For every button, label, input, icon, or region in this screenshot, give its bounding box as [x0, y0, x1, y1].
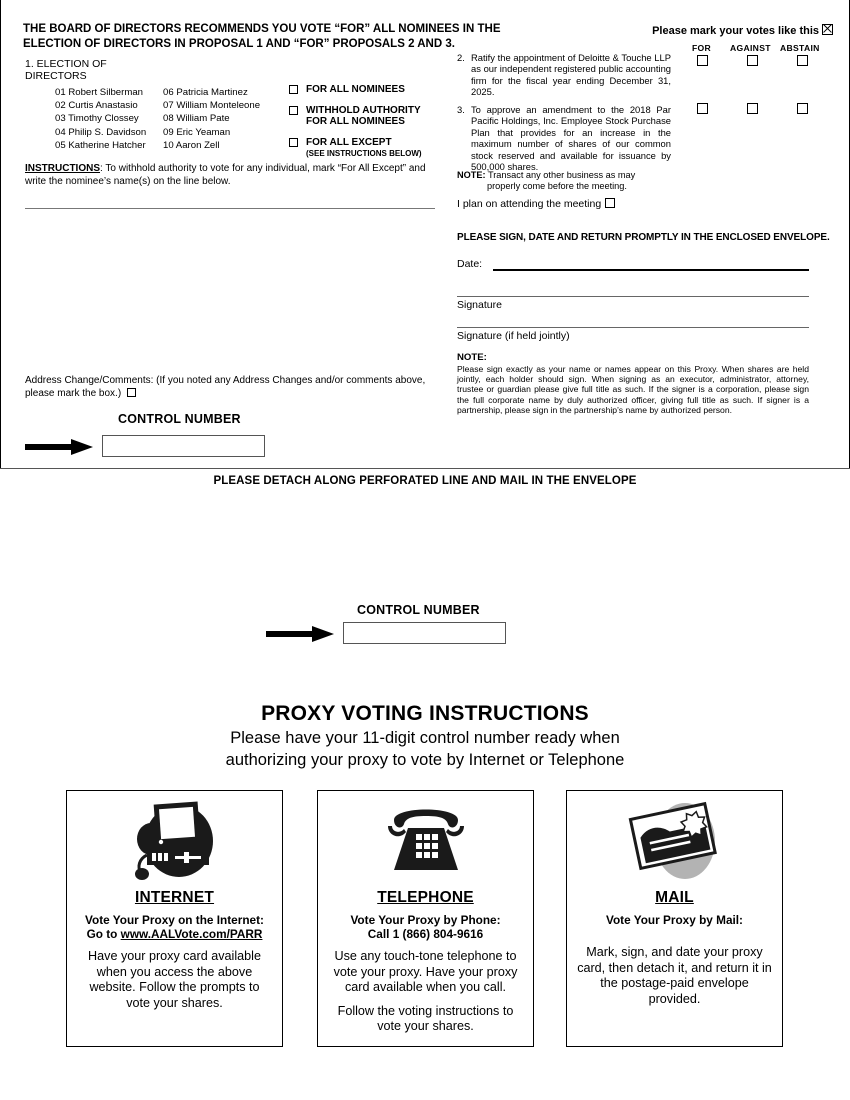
checkbox-proposal-3-for[interactable] — [697, 103, 708, 114]
mail-envelope-icon — [567, 791, 782, 889]
proposal-1-heading-line2: DIRECTORS — [25, 70, 87, 82]
nominee-item: 03 Timothy Clossey — [55, 113, 139, 125]
voting-method-internet — [66, 790, 283, 1047]
telephone-icon — [318, 791, 533, 889]
signature-joint-label: Signature (if held jointly) — [457, 330, 570, 342]
sign-date-return-heading: PLEASE SIGN, DATE AND RETURN PROMPTLY IN THE ENCLOSED ENVELOPE. — [457, 232, 830, 243]
note-transact-label: NOTE: — [457, 170, 486, 180]
spacer — [567, 935, 782, 945]
address-change-row[interactable] — [25, 374, 445, 400]
voting-method-boxes — [0, 790, 850, 1050]
checkbox-for-all-nominees[interactable] — [289, 85, 298, 94]
computer-icon — [67, 791, 282, 889]
attending-meeting-row[interactable] — [457, 197, 615, 210]
note-transact-line2: properly come before the meeting. — [487, 180, 627, 191]
mark-votes-note — [652, 23, 833, 37]
voting-method-mail-title: MAIL — [655, 889, 694, 906]
nominee-list — [55, 86, 275, 152]
voting-method-telephone-number: Call 1 (866) 804-9616 — [367, 927, 484, 941]
nominee-item: 08 William Pate — [163, 113, 230, 125]
nominee-item: 01 Robert Silberman — [55, 87, 143, 98]
board-recommendation — [23, 22, 523, 52]
checkbox-proposal-2-for[interactable] — [697, 55, 708, 66]
perforation-line — [0, 468, 850, 469]
proposal-1-heading-line1: 1. ELECTION OF — [25, 58, 107, 70]
proposal-3 — [457, 104, 671, 173]
control-number-label-bottom: CONTROL NUMBER — [357, 603, 480, 617]
arrow-right-icon — [266, 624, 336, 644]
board-recommendation-line1: THE BOARD OF DIRECTORS RECOMMENDS YOU VOTE “FOR” ALL NOMINEES IN THE — [23, 23, 501, 35]
control-number-field-top[interactable] — [102, 435, 265, 457]
signature-label: Signature — [457, 299, 502, 311]
voting-method-telephone-bold-line1: Vote Your Proxy by Phone: — [350, 913, 501, 927]
checkbox-proposal-3-abstain[interactable] — [797, 103, 808, 114]
checkbox-withhold-authority[interactable] — [289, 106, 298, 115]
proposal-3-number: 3. — [457, 104, 465, 115]
detach-instruction: PLEASE DETACH ALONG PERFORATED LINE AND MAIL IN THE ENVELOPE — [213, 475, 637, 487]
proxy-voting-instructions-title: PROXY VOTING INSTRUCTIONS — [261, 702, 589, 725]
voting-method-internet-title: INTERNET — [134, 889, 215, 906]
voting-method-internet-bold-line1: Vote Your Proxy on the Internet: — [85, 913, 264, 927]
proxy-voting-subtitle-line1: Please have your 11-digit control number ready when — [230, 729, 620, 747]
voting-method-mail-bold-line1: Vote Your Proxy by Mail: — [605, 913, 743, 927]
proposal-2-text: Ratify the appointment of Deloitte & Touche LLP as our independent registered public accounting firm for the fiscal year ending December 31, 2025. — [471, 52, 671, 98]
choice-for-all-except-sublabel: (SEE INSTRUCTIONS BELOW) — [306, 149, 422, 158]
vote-header-against: AGAINST — [730, 43, 771, 53]
proposal-1-choices — [289, 84, 439, 169]
choice-withhold-authority-label2: FOR ALL NOMINEES — [306, 116, 405, 127]
withhold-instructions-label: INSTRUCTIONS — [25, 163, 100, 174]
choice-for-all-nominees-label: FOR ALL NOMINEES — [306, 84, 405, 95]
signature-note-heading: NOTE: — [457, 352, 487, 363]
proposal-2 — [457, 52, 671, 98]
choice-for-all-except[interactable] — [289, 137, 439, 160]
voting-method-mail-bold — [573, 913, 776, 927]
control-number-field-bottom[interactable] — [343, 622, 506, 644]
date-input-line[interactable] — [493, 269, 809, 271]
note-transact-other-business — [457, 170, 672, 192]
choice-withhold-authority[interactable] — [289, 105, 439, 128]
proposal-2-number: 2. — [457, 52, 465, 63]
nominee-item: 09 Eric Yeaman — [163, 126, 231, 138]
withhold-instructions — [25, 163, 435, 188]
choice-for-all-except-label: FOR ALL EXCEPT — [306, 136, 392, 148]
voting-method-mail — [566, 790, 783, 1047]
nominee-item: 10 Aaron Zell — [163, 139, 220, 151]
voting-method-mail-body: Mark, sign, and date your proxy card, then detach it, and return it in the postage-paid envelope provided. — [577, 945, 772, 1006]
nominee-item: 05 Katherine Hatcher — [55, 139, 146, 151]
note-transact-line1: Transact any other business as may — [485, 170, 636, 180]
arrow-right-icon — [25, 437, 95, 457]
nominee-item: 06 Patricia Martinez — [163, 87, 248, 98]
nominee-item: 04 Philip S. Davidson — [55, 126, 147, 138]
attending-meeting-label: I plan on attending the meeting — [457, 198, 602, 210]
voting-method-telephone — [317, 790, 534, 1047]
date-label: Date: — [457, 258, 483, 270]
voting-method-telephone-body: Use any touch-tone telephone to vote your proxy. Have your proxy card available when you call. — [333, 949, 518, 994]
voting-method-internet-goto-prefix: Go to — [86, 927, 121, 941]
checkbox-proposal-3-against[interactable] — [747, 103, 758, 114]
checkbox-attending-meeting[interactable] — [605, 198, 615, 208]
proposal-3-text: To approve an amendment to the 2018 Par Pacific Holdings, Inc. Employee Stock Purchase Plan that provides for an increase in the maximum number of shares of our common stock reserved and available for issuance by 500,000 shares. — [471, 104, 671, 173]
withhold-instructions-text: : To withhold authority to vote for any individual, mark “For All Except” and write the nominee’s name(s) on the line below. — [25, 163, 426, 187]
nominee-item: 02 Curtis Anastasio — [55, 100, 138, 112]
mark-votes-note-label: Please mark your votes like this — [652, 25, 819, 37]
vote-header-abstain: ABSTAIN — [780, 43, 820, 53]
choice-for-all-nominees[interactable] — [289, 84, 439, 96]
checkbox-address-change[interactable] — [127, 388, 136, 397]
checkbox-proposal-2-against[interactable] — [747, 55, 758, 66]
control-number-label-top: CONTROL NUMBER — [118, 412, 241, 426]
proxy-voting-instructions-subtitle — [0, 727, 850, 771]
address-change-label: Address Change/Comments: (If you noted any Address Changes and/or comments above, please mark the box.) — [25, 375, 426, 399]
nominee-exception-write-in-line[interactable] — [25, 208, 435, 209]
proxy-voting-subtitle-line2: authorizing your proxy to vote by Internet or Telephone — [225, 751, 625, 769]
voting-method-internet-url[interactable]: www.AALVote.com/PARR — [120, 927, 263, 941]
vote-header-for: FOR — [692, 43, 712, 53]
voting-method-telephone-bold — [324, 913, 527, 941]
proposal-1-heading — [25, 58, 115, 82]
choice-withhold-authority-label: WITHHOLD AUTHORITY — [306, 104, 421, 116]
signature-input-line[interactable] — [457, 296, 809, 297]
proxy-card-top-section — [0, 0, 850, 468]
voting-method-internet-bold — [73, 913, 276, 941]
voting-method-internet-body: Have your proxy card available when you access the above website. Follow the prompts to vote your shares. — [88, 949, 261, 1010]
checkbox-proposal-2-abstain[interactable] — [797, 55, 808, 66]
signature-note-body: Please sign exactly as your name or names appear on this Proxy. When shares are held jointly, each holder should sign. When signing as an executor, administrator, attorney, trustee or guardian please give full title as such. If the signer is a corporation, please sign the full corporate name by duly authorized officer, giving full title as such. If signer is a partnership, please sign in the partnership’s name by authorized person. — [457, 364, 809, 415]
nominee-item: 07 William Monteleone — [163, 100, 261, 112]
signature-joint-input-line[interactable] — [457, 327, 809, 328]
checked-box-example-icon — [822, 24, 833, 35]
voting-method-telephone-title: TELEPHONE — [377, 889, 474, 906]
checkbox-for-all-except[interactable] — [289, 138, 298, 147]
board-recommendation-line2: ELECTION OF DIRECTORS IN PROPOSAL 1 AND “FOR” PROPOSALS 2 AND 3. — [23, 38, 455, 50]
voting-method-telephone-body2: Follow the voting instructions to vote your shares. — [337, 1003, 514, 1033]
